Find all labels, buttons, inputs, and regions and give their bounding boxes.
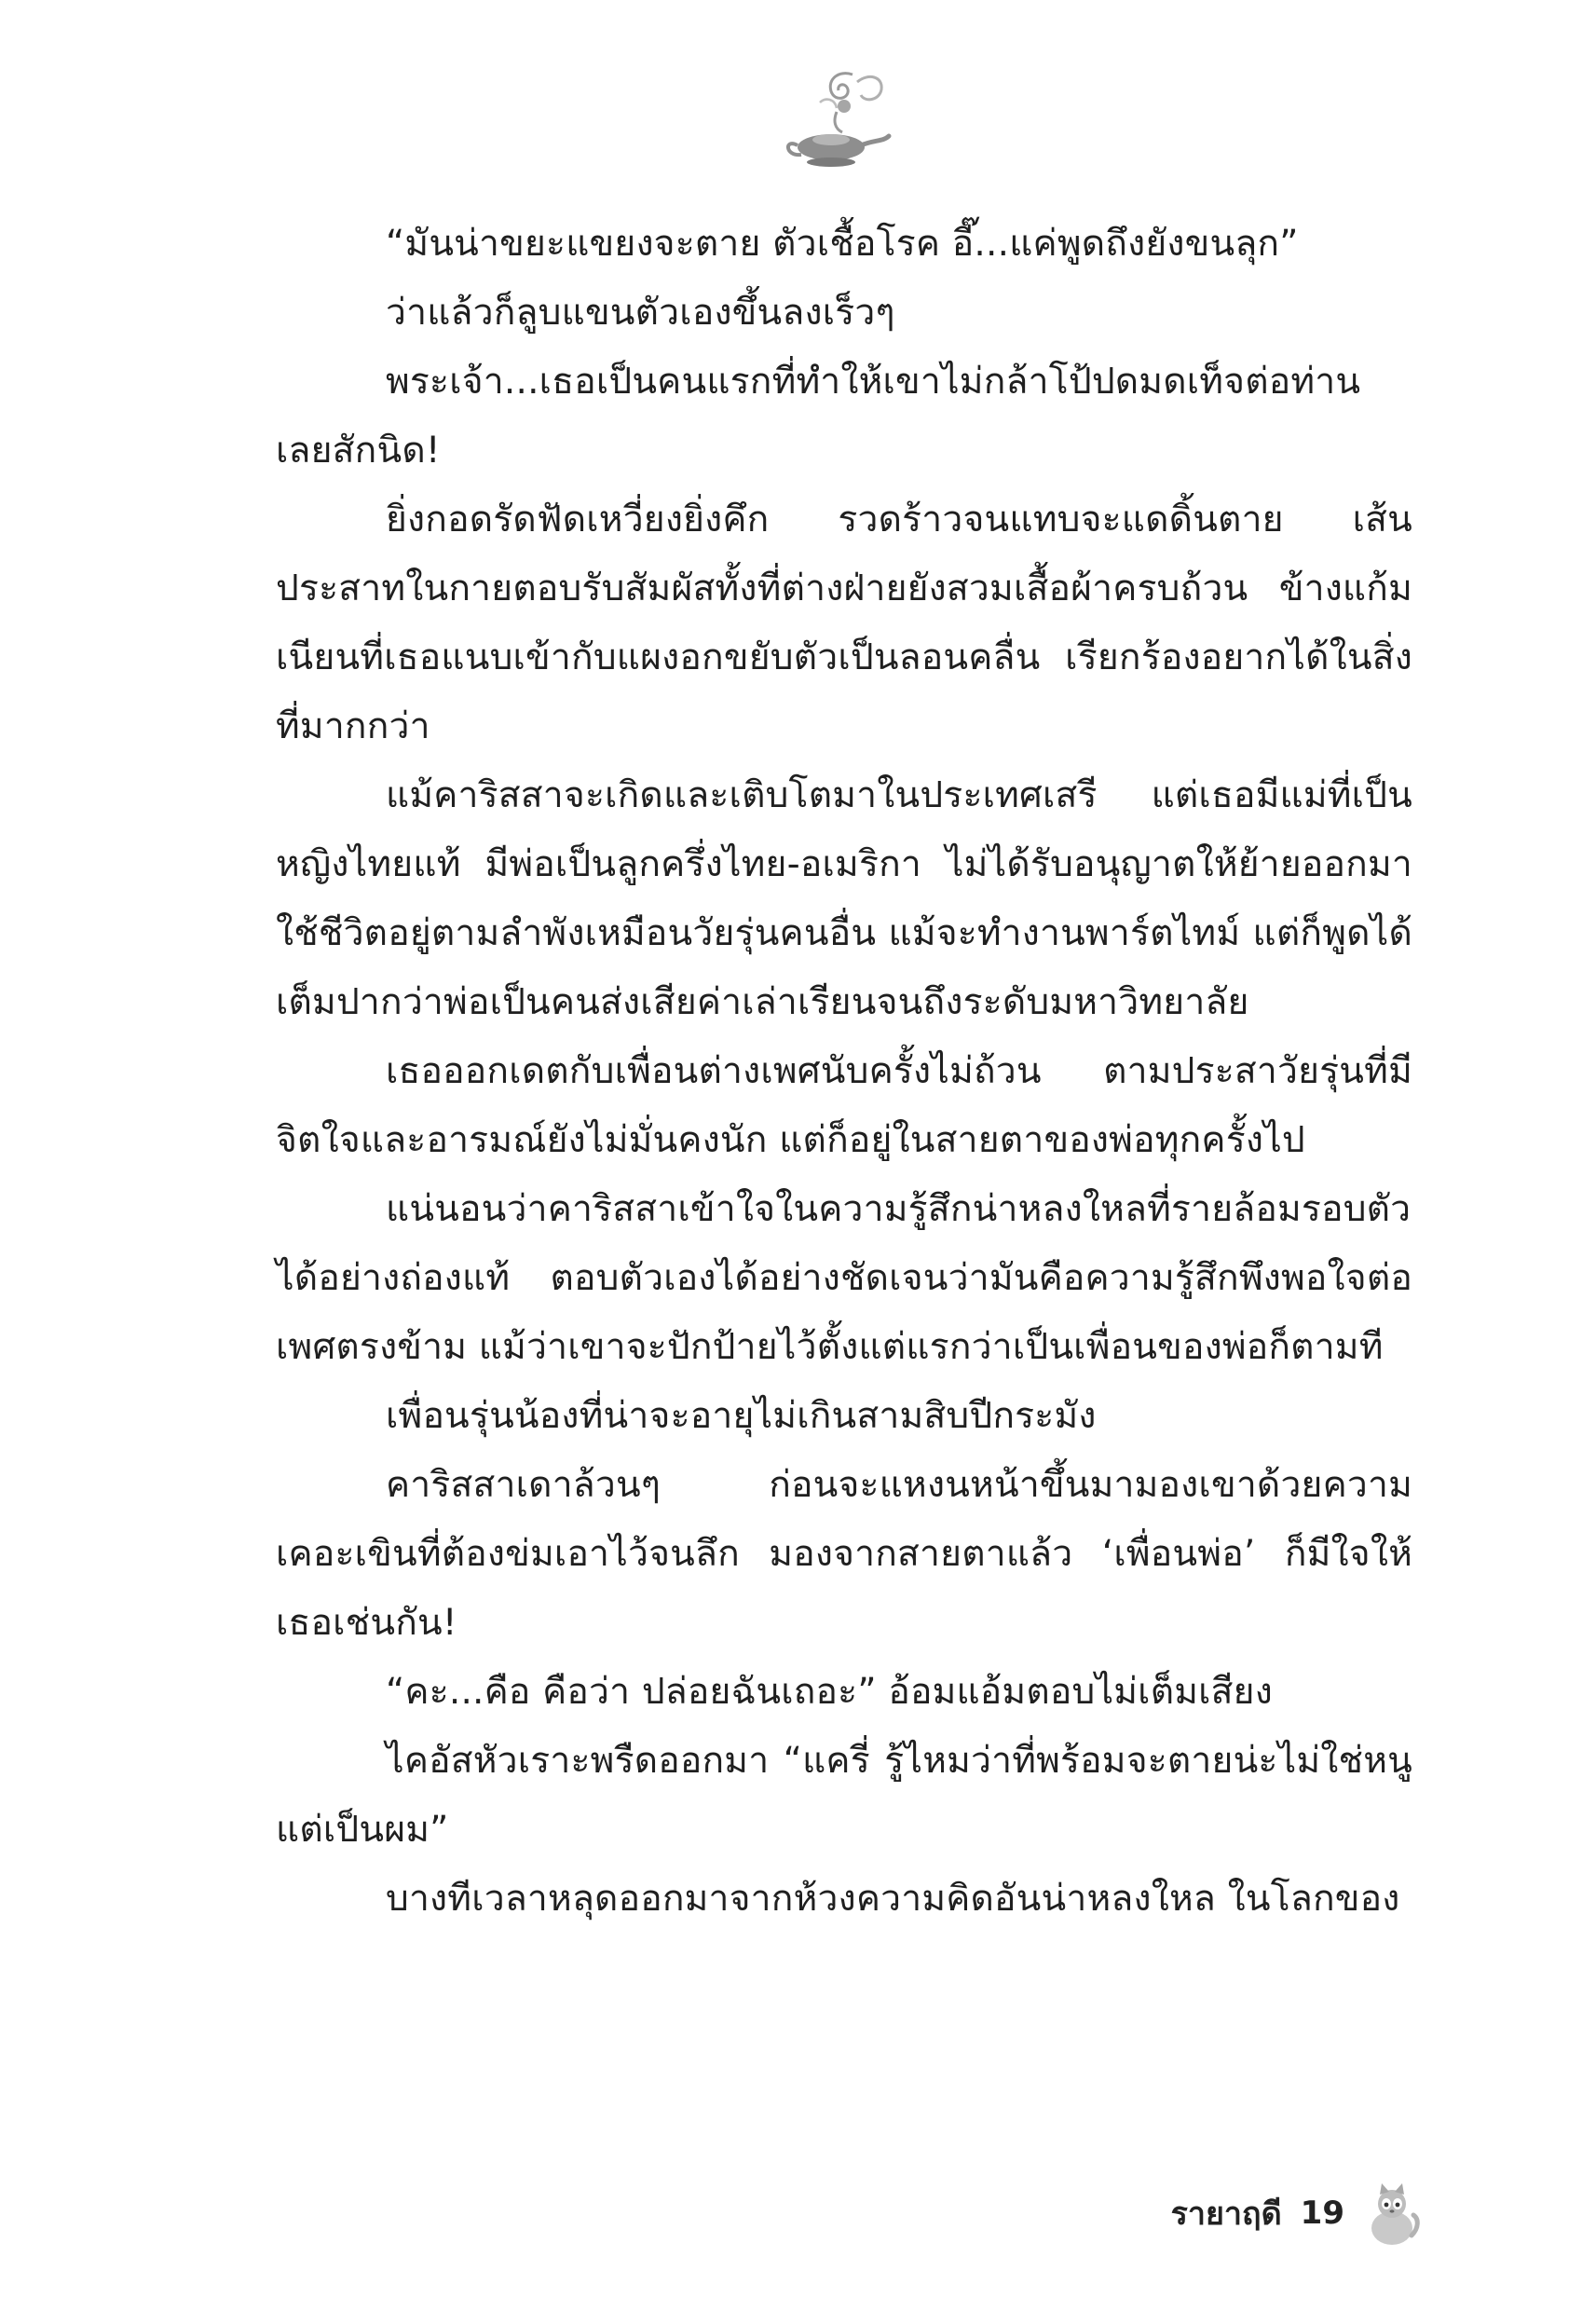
paragraph: คาริสสาเดาล้วนๆ ก่อนจะแหงนหน้าขึ้นมามองเขาด้วยความเคอะเขินที่ต้องข่มเอาไว้จนลึก มองจากสายตาแล้ว ‘เพื่อนพ่อ’ ก็มีใจให้เธอเช่นกัน! bbox=[276, 1464, 1412, 1644]
body-text bbox=[276, 210, 1412, 1934]
paragraph: เพื่อนรุ่นน้องที่น่าจะอายุไม่เกินสามสิบปีกระมัง bbox=[386, 1395, 1097, 1437]
paragraph: เธอออกเดตกับเพื่อนต่างเพศนับครั้งไม่ถ้วน ตามประสาวัยรุ่นที่มีจิตใจและอารมณ์ยังไม่มั่นคงนัก แต่ก็อยู่ในสายตาของพ่อทุกครั้งไป bbox=[276, 1050, 1412, 1161]
magic-lamp-logo-icon bbox=[764, 65, 904, 177]
paragraph: บางทีเวลาหลุดออกมาจากห้วงความคิดอันน่าหลงใหล ในโลกของ bbox=[386, 1878, 1400, 1920]
paragraph: ยิ่งกอดรัดฟัดเหวี่ยงยิ่งคึก รวดร้าวจนแทบจะแดดิ้นตาย เส้นประสาทในกายตอบรับสัมผัสทั้งที่ต่างฝ่ายยังสวมเสื้อผ้าครบถ้วน ข้างแก้มเนียนที่เธอแนบเข้ากับแผงอกขยับตัวเป็นลอนคลื่น เรียกร้องอยากได้ในสิ่งที่มากกว่า bbox=[276, 499, 1412, 747]
book-title: รายาฤดี bbox=[1170, 2195, 1282, 2233]
page-number: 19 bbox=[1300, 2195, 1344, 2232]
paragraph: แน่นอนว่าคาริสสาเข้าใจในความรู้สึกน่าหลงใหลที่รายล้อมรอบตัวได้อย่างถ่องแท้ ตอบตัวเองได้อย่างชัดเจนว่ามันคือความรู้สึกพึงพอใจต่อเพศตรงข้าม แม้ว่าเขาจะปักป้ายไว้ตั้งแต่แรกว่าเป็นเพื่อนของพ่อก็ตามที bbox=[276, 1188, 1412, 1368]
page-footer bbox=[1171, 2176, 1421, 2250]
paragraph: แม้คาริสสาจะเกิดและเติบโตมาในประเทศเสรี แต่เธอมีแม่ที่เป็นหญิงไทยแท้ มีพ่อเป็นลูกครึ่งไทย-อเมริกา ไม่ได้รับอนุญาตให้ย้ายออกมาใช้ชีวิตอยู่ตามลำพังเหมือนวัยรุ่นคนอื่น แม้จะทำงานพาร์ตไทม์ แต่ก็พูดได้เต็มปากว่าพ่อเป็นคนส่งเสียค่าเล่าเรียนจนถึงระดับมหาวิทยาลัย bbox=[276, 774, 1412, 1023]
paragraph: ว่าแล้วก็ลูบแขนตัวเองขึ้นลงเร็วๆ bbox=[386, 292, 895, 334]
paragraph: พระเจ้า...เธอเป็นคนแรกที่ทำให้เขาไม่กล้าโป้ปดมดเท็จต่อท่านเลยสักนิด! bbox=[276, 361, 1361, 472]
paragraph: ไคอัสหัวเราะพรืดออกมา “แครี่ รู้ไหมว่าที่พร้อมจะตายน่ะไม่ใช่หนู แต่เป็นผม” bbox=[276, 1740, 1412, 1851]
paragraph: “คะ...คือ คือว่า ปล่อยฉันเถอะ” อ้อมแอ้มตอบไม่เต็มเสียง bbox=[386, 1671, 1273, 1713]
paragraph: “มันน่าขยะแขยงจะตาย ตัวเชื้อโรค อี๊...แค่พูดถึงยังขนลุก” bbox=[386, 223, 1299, 265]
cat-mascot-icon bbox=[1363, 2180, 1421, 2247]
